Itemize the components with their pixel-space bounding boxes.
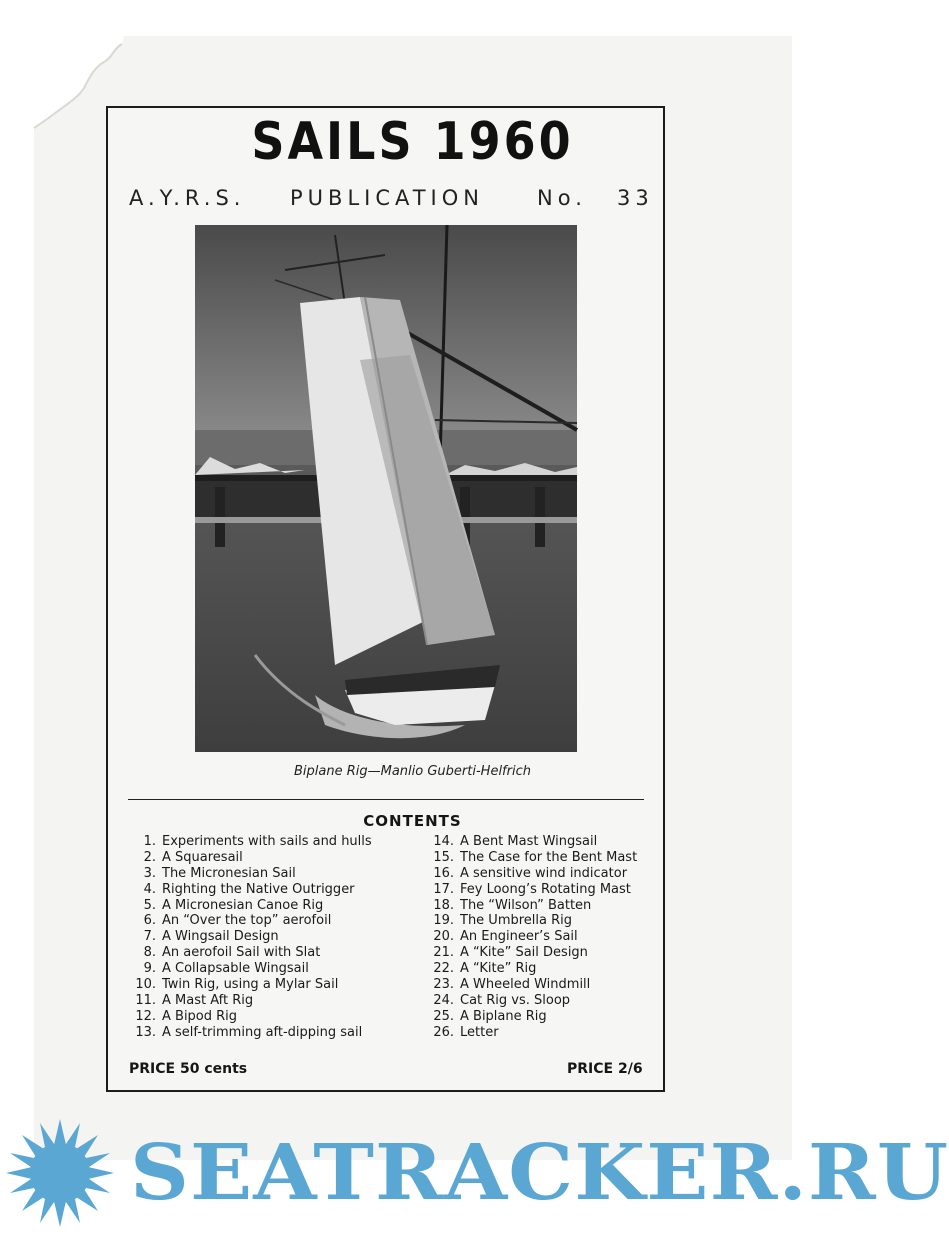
contents-item: 7. A Wingsail Design — [143, 929, 279, 945]
cover-photo — [195, 225, 577, 752]
contents-item: 2. A Squaresail — [143, 849, 243, 865]
contents-item: 22. A “Kite” Rig — [433, 961, 537, 977]
contents-item: 25. A Biplane Rig — [433, 1008, 547, 1024]
contents-item: 6. An “Over the top” aerofoil — [143, 913, 332, 929]
contents-item: 9. A Collapsable Wingsail — [143, 961, 309, 977]
contents-item: 13. A self-trimming aft-dipping sail — [135, 1024, 363, 1040]
contents-item: 4. Righting the Native Outrigger — [143, 881, 355, 897]
price-shillings: PRICE 2/6 — [567, 1061, 643, 1077]
contents-item: 18. The “Wilson” Batten — [433, 897, 592, 913]
photo-caption: Biplane Rig—Manlio Guberti-Helfrich — [294, 764, 531, 779]
contents-item: 5. A Micronesian Canoe Rig — [143, 897, 324, 913]
contents-item: 3. The Micronesian Sail — [143, 865, 296, 881]
contents-list-right — [428, 834, 637, 1041]
contents-item: 16. A sensitive wind indicator — [433, 865, 628, 881]
price-cents: PRICE 50 cents — [129, 1061, 248, 1077]
contents-item: 17. Fey Loong’s Rotating Mast — [433, 881, 631, 897]
contents-item: 15. The Case for the Bent Mast — [433, 849, 638, 865]
cover-title: SAILS 1960 — [251, 110, 574, 172]
publisher: A.Y.R.S. — [129, 186, 246, 210]
contents-item: 26. Letter — [433, 1024, 499, 1040]
contents-item: 11. A Mast Aft Rig — [135, 992, 254, 1008]
contents-item: 14. A Bent Mast Wingsail — [433, 834, 598, 849]
publication-number: 33 — [617, 186, 654, 210]
contents-item: 20. An Engineer’s Sail — [433, 929, 578, 945]
contents-item: 19. The Umbrella Rig — [433, 913, 573, 929]
watermark-text: SEATRACKER.RU — [130, 1128, 949, 1218]
publication-label: PUBLICATION — [290, 186, 484, 210]
contents-item: 23. A Wheeled Windmill — [433, 977, 591, 993]
contents-heading: CONTENTS — [363, 812, 462, 830]
contents-item: 8. An aerofoil Sail with Slat — [143, 945, 321, 961]
biplane-rig-photo — [195, 225, 577, 752]
contents-item: 1. Experiments with sails and hulls — [143, 834, 372, 849]
contents-item: 21. A “Kite” Sail Design — [433, 945, 588, 961]
section-divider — [128, 799, 644, 800]
sun-burst-icon — [6, 1119, 114, 1227]
contents-item: 10. Twin Rig, using a Mylar Sail — [135, 977, 339, 993]
contents-item: 24. Cat Rig vs. Sloop — [433, 992, 571, 1008]
contents-item: 12. A Bipod Rig — [135, 1008, 238, 1024]
number-label: No. — [537, 186, 587, 210]
contents-list-left — [130, 834, 372, 1041]
